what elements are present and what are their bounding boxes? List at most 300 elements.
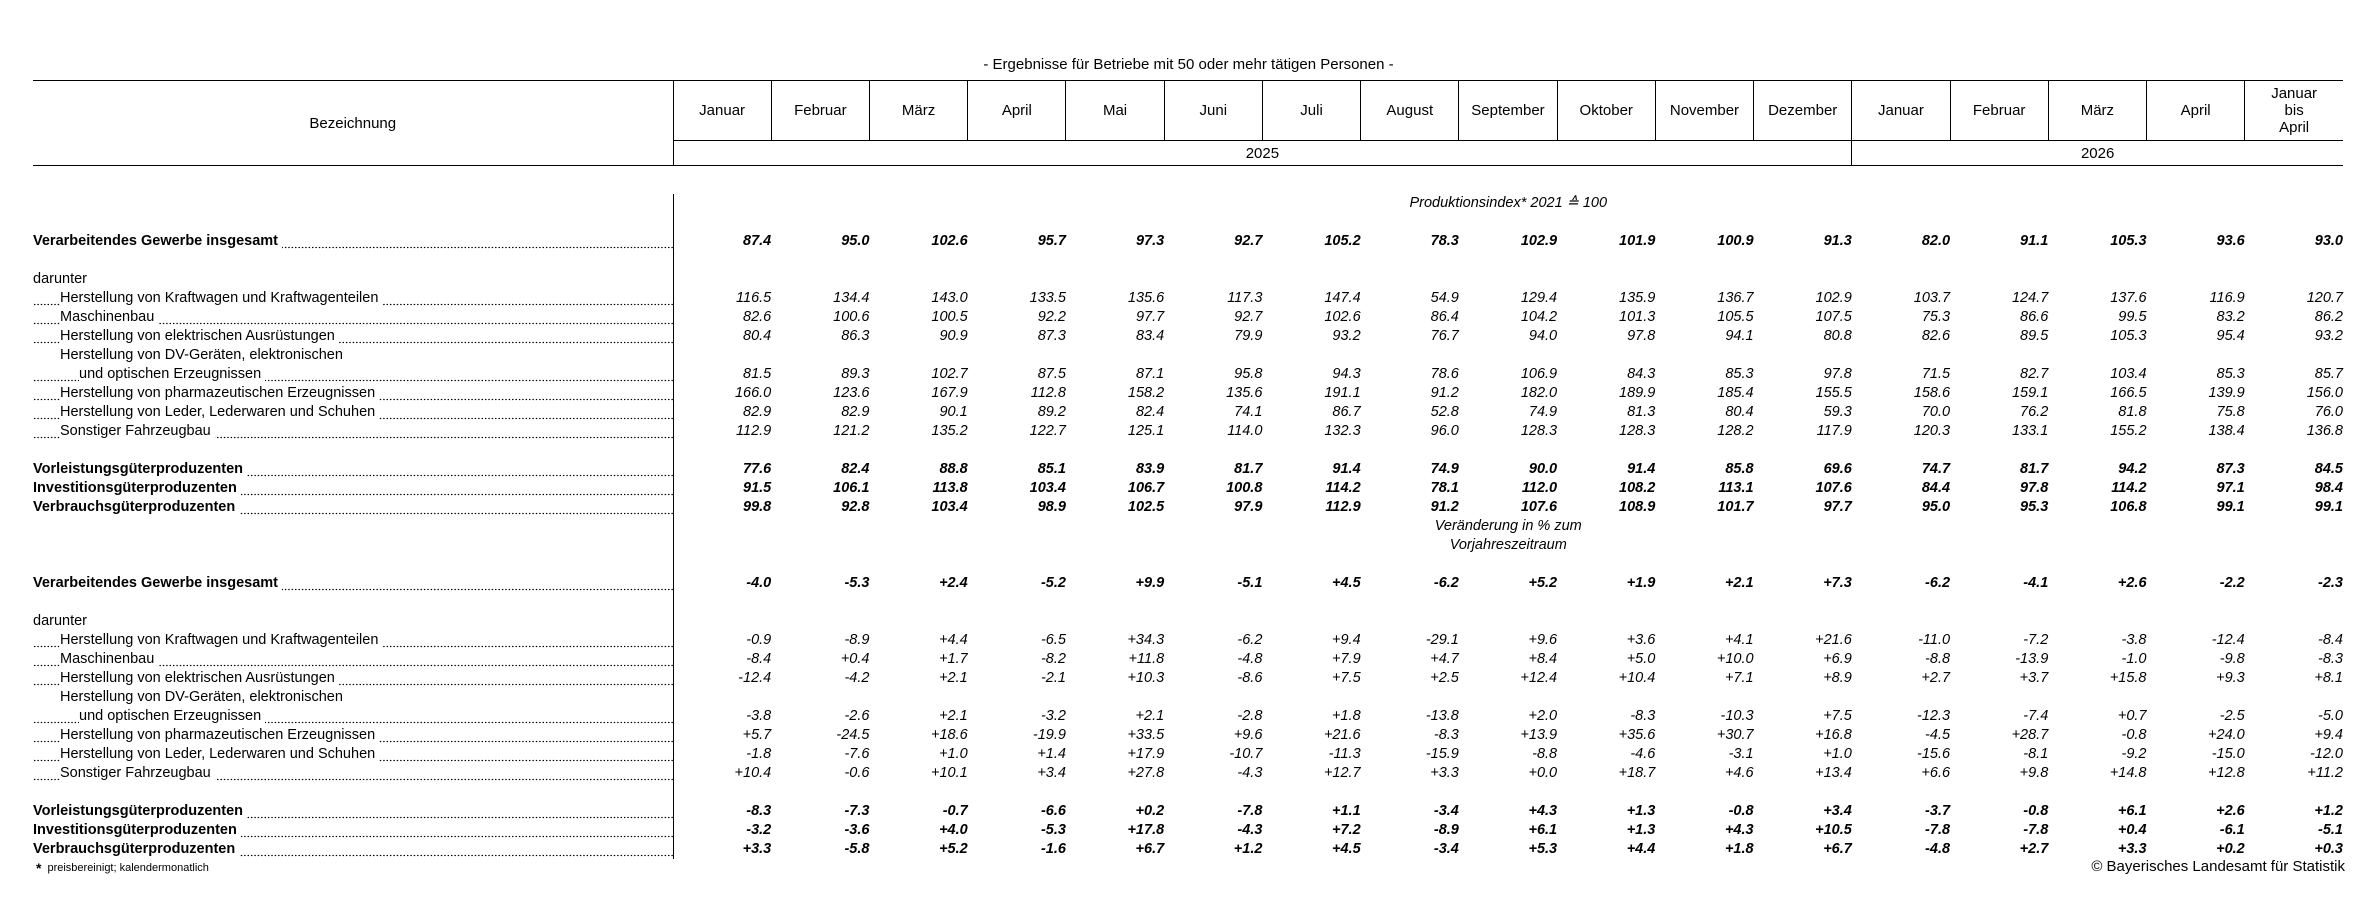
value-cell: 121.2 — [833, 423, 870, 439]
value-cell: +8.1 — [2314, 670, 2343, 686]
value-cell: 87.1 — [1135, 366, 1165, 382]
value-cell: +28.7 — [2011, 727, 2049, 743]
value-cell: -0.8 — [2121, 727, 2147, 743]
value-cell: +6.7 — [1823, 841, 1852, 857]
header-month: März — [2048, 81, 2146, 141]
value-cell: +7.3 — [1823, 575, 1852, 591]
value-cell: +3.7 — [2019, 670, 2049, 686]
value-cell: -29.1 — [1425, 632, 1459, 648]
value-cell: -12.0 — [2309, 746, 2343, 762]
value-cell: 106.9 — [1520, 366, 1558, 382]
row-label: Herstellung von Kraftwagen und Kraftwagenteilen — [60, 632, 382, 648]
value-cell: 74.1 — [1234, 404, 1263, 420]
value-cell: 99.5 — [2118, 309, 2147, 325]
value-cell: 158.2 — [1127, 385, 1165, 401]
value-cell: 82.9 — [841, 404, 870, 420]
value-cell: 84.3 — [1627, 366, 1656, 382]
value-cell: +21.6 — [1815, 632, 1852, 648]
value-cell: 129.4 — [1520, 290, 1558, 306]
value-cell: -3.4 — [1433, 841, 1459, 857]
value-cell: 97.7 — [1823, 499, 1852, 515]
value-cell: 91.1 — [2020, 233, 2049, 249]
row-label: Herstellung von Leder, Lederwaren und Schuhen — [60, 404, 379, 420]
value-cell: +33.5 — [1127, 727, 1165, 743]
value-cell: +4.5 — [1332, 575, 1361, 591]
value-cell: -0.8 — [2023, 803, 2049, 819]
value-cell: -7.8 — [2023, 822, 2049, 838]
value-cell: -11.3 — [1328, 746, 1361, 762]
value-cell: 81.5 — [743, 366, 772, 382]
header-bezeichnung: Bezeichnung — [33, 81, 673, 166]
value-cell: 90.9 — [939, 328, 968, 344]
row-label: Herstellung von pharmazeutischen Erzeugnissen — [60, 727, 379, 743]
value-cell: -1.6 — [1040, 841, 1066, 857]
value-cell: 90.0 — [1528, 461, 1558, 477]
header-year-2025: 2025 — [673, 141, 1852, 166]
value-cell: 101.9 — [1619, 233, 1656, 249]
header-month: Dezember — [1754, 81, 1852, 141]
value-cell: 95.7 — [1037, 233, 1066, 249]
value-cell: 85.8 — [1725, 461, 1754, 477]
value-cell: +4.7 — [1430, 651, 1459, 667]
value-cell: -2.2 — [2219, 575, 2245, 591]
value-cell: -8.3 — [1433, 727, 1459, 743]
row-label: Herstellung von DV-Geräten, elektronischen — [60, 689, 347, 705]
value-cell: -4.6 — [1630, 746, 1656, 762]
value-cell: 135.6 — [1127, 290, 1165, 306]
value-cell: 128.3 — [1619, 423, 1656, 439]
value-cell: 82.6 — [1921, 328, 1951, 344]
value-cell: 139.9 — [2208, 385, 2245, 401]
header-month: April — [968, 81, 1066, 141]
value-cell: 102.6 — [931, 233, 968, 249]
value-cell: +12.7 — [1323, 765, 1361, 781]
section-title — [673, 194, 2343, 213]
value-cell: +6.1 — [1528, 822, 1558, 838]
value-cell: +9.9 — [1135, 575, 1165, 591]
value-cell: -9.8 — [2219, 651, 2245, 667]
row-label: Sonstiger Fahrzeugbau — [60, 423, 215, 439]
value-cell: -2.6 — [844, 708, 870, 724]
value-cell: 98.9 — [1037, 499, 1066, 515]
value-cell: -2.5 — [2219, 708, 2245, 724]
header-month: Oktober — [1557, 81, 1655, 141]
value-cell: 82.4 — [1135, 404, 1165, 420]
value-cell: +8.9 — [1823, 670, 1852, 686]
table-row — [33, 669, 2343, 688]
value-cell: 92.2 — [1037, 309, 1066, 325]
value-cell: 113.8 — [932, 480, 968, 496]
table-row — [33, 631, 2343, 650]
value-cell: -3.8 — [746, 708, 772, 724]
value-cell: +3.3 — [1430, 765, 1459, 781]
table-row — [33, 270, 2343, 289]
value-cell: -8.8 — [1925, 651, 1951, 667]
value-cell: +9.6 — [1528, 632, 1558, 648]
value-cell: -15.6 — [1916, 746, 1951, 762]
value-cell: +17.8 — [1127, 822, 1165, 838]
value-cell: -8.3 — [746, 803, 772, 819]
value-cell: 97.8 — [1823, 366, 1852, 382]
value-cell: 74.7 — [1921, 461, 1951, 477]
value-cell: 155.2 — [2110, 423, 2147, 439]
value-cell: 191.1 — [1324, 385, 1361, 401]
value-cell: 102.7 — [931, 366, 968, 382]
value-cell: +7.5 — [1332, 670, 1361, 686]
value-cell: 105.5 — [1717, 309, 1754, 325]
value-cell: 167.9 — [931, 385, 968, 401]
value-cell: 94.0 — [1528, 328, 1558, 344]
value-cell: 95.0 — [841, 233, 870, 249]
row-label: Verbrauchsgüterproduzenten — [33, 841, 239, 857]
header-month: August — [1361, 81, 1459, 141]
value-cell: -12.4 — [738, 670, 772, 686]
value-cell: 91.2 — [1430, 499, 1459, 515]
value-cell: +3.3 — [2117, 841, 2147, 857]
value-cell: 106.7 — [1127, 480, 1165, 496]
footnote — [36, 860, 209, 876]
header-month: Januar — [673, 81, 771, 141]
value-cell: 86.4 — [1430, 309, 1459, 325]
value-cell: 125.1 — [1127, 423, 1165, 439]
value-cell: 135.9 — [1619, 290, 1656, 306]
value-cell: 159.1 — [2011, 385, 2049, 401]
value-cell: 103.7 — [1913, 290, 1951, 306]
row-label: und optischen Erzeugnissen — [79, 708, 265, 724]
value-cell: +1.0 — [1823, 746, 1852, 762]
copyright: © Bayerisches Landesamt für Statistik — [2091, 858, 2345, 875]
value-cell: 134.4 — [833, 290, 870, 306]
value-cell: 93.2 — [2314, 328, 2343, 344]
value-cell: 133.5 — [1029, 290, 1066, 306]
value-cell: -3.7 — [1925, 803, 1951, 819]
value-cell: 120.3 — [1913, 423, 1951, 439]
row-label: Vorleistungsgüterproduzenten — [33, 461, 247, 477]
table-row — [33, 422, 2343, 441]
value-cell: 105.3 — [2110, 328, 2147, 344]
value-cell: -0.9 — [746, 632, 772, 648]
section-title-line: Vorjahreszeitraum — [1449, 537, 1567, 553]
table-row — [33, 479, 2343, 498]
value-cell: +0.4 — [2117, 822, 2147, 838]
value-cell: +12.4 — [1520, 670, 1558, 686]
value-cell: -6.1 — [2219, 822, 2245, 838]
value-cell: 94.1 — [1725, 328, 1754, 344]
table-row — [33, 840, 2343, 859]
value-cell: -9.2 — [2121, 746, 2147, 762]
value-cell: -4.0 — [746, 575, 772, 591]
value-cell: -7.2 — [2023, 632, 2049, 648]
value-cell: 83.9 — [1135, 461, 1165, 477]
value-cell: +5.0 — [1626, 651, 1656, 667]
value-cell: 156.0 — [2306, 385, 2343, 401]
value-cell: 133.1 — [2011, 423, 2049, 439]
table-row — [33, 403, 2343, 422]
value-cell: -13.9 — [2015, 651, 2049, 667]
table-row — [33, 232, 2343, 251]
value-cell: 104.2 — [1520, 309, 1558, 325]
value-cell: -4.1 — [2023, 575, 2049, 591]
value-cell: +35.6 — [1618, 727, 1656, 743]
value-cell: +9.4 — [2314, 727, 2343, 743]
value-cell: -3.2 — [746, 822, 772, 838]
row-label: darunter — [33, 271, 91, 287]
section-title-line: Produktionsindex* 2021 ≙ 100 — [1409, 195, 1608, 211]
value-cell: +21.6 — [1323, 727, 1361, 743]
value-cell: 137.6 — [2110, 290, 2147, 306]
value-cell: +10.3 — [1127, 670, 1165, 686]
value-cell: -8.2 — [1040, 651, 1066, 667]
value-cell: 85.7 — [2314, 366, 2343, 382]
value-cell: +3.4 — [1037, 765, 1066, 781]
value-cell: 77.6 — [743, 461, 772, 477]
header-month: Mai — [1066, 81, 1164, 141]
value-cell: 84.5 — [2314, 461, 2343, 477]
header-month: Januar — [1852, 81, 1950, 141]
value-cell: 96.0 — [1430, 423, 1459, 439]
row-label: Verbrauchsgüterproduzenten — [33, 499, 239, 515]
value-cell: +12.8 — [2208, 765, 2245, 781]
value-cell: +1.8 — [1332, 708, 1361, 724]
table-row — [33, 327, 2343, 346]
value-cell: 91.5 — [743, 480, 772, 496]
value-cell: +5.7 — [742, 727, 772, 743]
value-cell: 100.8 — [1226, 480, 1263, 496]
value-cell: 97.8 — [2020, 480, 2049, 496]
value-cell: -1.0 — [2121, 651, 2147, 667]
value-cell: 87.3 — [1037, 328, 1066, 344]
value-cell: -2.1 — [1040, 670, 1066, 686]
value-cell: 147.4 — [1324, 290, 1361, 306]
value-cell: 84.4 — [1921, 480, 1951, 496]
value-cell: 95.8 — [1234, 366, 1263, 382]
value-cell: 102.9 — [1520, 233, 1558, 249]
value-cell: 86.6 — [2020, 309, 2049, 325]
value-cell: -10.7 — [1229, 746, 1263, 762]
value-cell: +34.3 — [1127, 632, 1165, 648]
value-cell: +1.2 — [1233, 841, 1263, 857]
value-cell: 112.9 — [736, 423, 772, 439]
value-cell: +2.4 — [939, 575, 968, 591]
value-cell: -8.6 — [1237, 670, 1263, 686]
value-cell: 91.4 — [1627, 461, 1656, 477]
value-cell: 108.2 — [1619, 480, 1656, 496]
value-cell: 82.4 — [841, 461, 870, 477]
value-cell: +3.6 — [1626, 632, 1656, 648]
header-month: März — [869, 81, 967, 141]
value-cell: -8.9 — [844, 632, 870, 648]
value-cell: -4.8 — [1237, 651, 1263, 667]
value-cell: -12.3 — [1916, 708, 1951, 724]
value-cell: 97.1 — [2216, 480, 2245, 496]
value-cell: 112.9 — [1325, 499, 1361, 515]
value-cell: 101.3 — [1619, 309, 1656, 325]
value-cell: 82.9 — [743, 404, 772, 420]
value-cell: +10.4 — [734, 765, 772, 781]
value-cell: 94.2 — [2118, 461, 2147, 477]
value-cell: +10.0 — [1716, 651, 1754, 667]
value-cell: +1.7 — [939, 651, 968, 667]
value-cell: -8.4 — [746, 651, 772, 667]
value-cell: -8.1 — [2023, 746, 2049, 762]
value-cell: 71.5 — [1921, 366, 1951, 382]
value-cell: 107.6 — [1815, 480, 1852, 496]
table-row — [33, 650, 2343, 669]
value-cell: 136.8 — [2306, 423, 2343, 439]
value-cell: 95.4 — [2216, 328, 2245, 344]
header-month: Juli — [1262, 81, 1360, 141]
value-cell: 85.3 — [1725, 366, 1754, 382]
value-cell: +0.2 — [1135, 803, 1165, 819]
value-cell: 98.4 — [2314, 480, 2343, 496]
value-cell: -7.6 — [844, 746, 870, 762]
value-cell: +11.2 — [2307, 765, 2343, 781]
value-cell: +10.4 — [1618, 670, 1656, 686]
value-cell: 78.1 — [1430, 480, 1459, 496]
value-cell: 89.2 — [1037, 404, 1066, 420]
value-cell: 69.6 — [1823, 461, 1852, 477]
value-cell: 114.2 — [1325, 480, 1361, 496]
value-cell: +4.6 — [1724, 765, 1754, 781]
row-label: Verarbeitendes Gewerbe insgesamt — [33, 233, 282, 249]
value-cell: 82.6 — [743, 309, 772, 325]
value-cell: 88.8 — [939, 461, 968, 477]
value-cell: 78.6 — [1430, 366, 1459, 382]
row-label: und optischen Erzeugnissen — [79, 366, 265, 382]
value-cell: 54.9 — [1430, 290, 1459, 306]
header-month: Februar — [771, 81, 869, 141]
value-cell: 89.5 — [2020, 328, 2049, 344]
value-cell: 80.4 — [1725, 404, 1754, 420]
value-cell: +7.9 — [1332, 651, 1361, 667]
value-cell: 91.2 — [1430, 385, 1459, 401]
value-cell: 74.9 — [1528, 404, 1558, 420]
value-cell: +4.3 — [1528, 803, 1558, 819]
row-label: Investitionsgüterproduzenten — [33, 822, 241, 838]
value-cell: +8.4 — [1528, 651, 1558, 667]
value-cell: 114.2 — [2111, 480, 2147, 496]
value-cell: 106.8 — [2110, 499, 2147, 515]
value-cell: 135.2 — [931, 423, 968, 439]
value-cell: 166.5 — [2110, 385, 2147, 401]
value-cell: 128.2 — [1717, 423, 1754, 439]
value-cell: 166.0 — [734, 385, 772, 401]
table-row — [33, 460, 2343, 479]
value-cell: +6.9 — [1823, 651, 1852, 667]
value-cell: +2.6 — [2216, 803, 2245, 819]
value-cell: 86.2 — [2314, 309, 2343, 325]
value-cell: +17.9 — [1127, 746, 1165, 762]
value-cell: -4.2 — [844, 670, 870, 686]
value-cell: 105.2 — [1324, 233, 1361, 249]
value-cell: +10.1 — [931, 765, 968, 781]
value-cell: +9.4 — [1332, 632, 1361, 648]
table-row — [33, 688, 2343, 707]
value-cell: +13.4 — [1815, 765, 1852, 781]
value-cell: +0.3 — [2314, 841, 2343, 857]
header-month: April — [2147, 81, 2245, 141]
value-cell: -5.1 — [1237, 575, 1263, 591]
value-cell: 124.7 — [2011, 290, 2049, 306]
row-label: Vorleistungsgüterproduzenten — [33, 803, 247, 819]
value-cell: 87.3 — [2216, 461, 2245, 477]
value-cell: +4.4 — [1626, 841, 1656, 857]
header-cumulative-line: bis — [2284, 102, 2304, 119]
value-cell: -8.9 — [1433, 822, 1459, 838]
value-cell: 97.8 — [1627, 328, 1656, 344]
value-cell: 59.3 — [1823, 404, 1852, 420]
value-cell: -15.9 — [1425, 746, 1459, 762]
value-cell: +1.8 — [1724, 841, 1754, 857]
value-cell: -11.0 — [1918, 632, 1951, 648]
value-cell: 122.7 — [1029, 423, 1066, 439]
value-cell: +5.2 — [939, 841, 968, 857]
value-cell: 107.6 — [1520, 499, 1558, 515]
value-cell: +2.1 — [1135, 708, 1165, 724]
row-label: Herstellung von elektrischen Ausrüstungen — [60, 328, 339, 344]
value-cell: 117.9 — [1816, 423, 1852, 439]
value-cell: 80.8 — [1823, 328, 1852, 344]
value-cell: 81.8 — [2118, 404, 2147, 420]
value-cell: 117.3 — [1227, 290, 1263, 306]
value-cell: 158.6 — [1913, 385, 1951, 401]
value-cell: -3.1 — [1728, 746, 1754, 762]
header-month: September — [1459, 81, 1557, 141]
value-cell: +18.7 — [1618, 765, 1656, 781]
value-cell: 87.5 — [1037, 366, 1066, 382]
value-cell: -5.1 — [2318, 822, 2343, 838]
value-cell: 108.9 — [1619, 499, 1656, 515]
value-cell: 80.4 — [743, 328, 772, 344]
row-label: Investitionsgüterproduzenten — [33, 480, 241, 496]
table-row — [33, 365, 2343, 384]
value-cell: 78.3 — [1430, 233, 1459, 249]
value-cell: +1.1 — [1332, 803, 1361, 819]
value-cell: -13.8 — [1425, 708, 1459, 724]
value-cell: -7.8 — [1237, 803, 1263, 819]
value-cell: -2.3 — [2318, 575, 2343, 591]
value-cell: -8.4 — [2318, 632, 2343, 648]
value-cell: +7.5 — [1823, 708, 1852, 724]
value-cell: +1.0 — [939, 746, 968, 762]
value-cell: +27.8 — [1127, 765, 1165, 781]
value-cell: 106.1 — [833, 480, 870, 496]
value-cell: 135.6 — [1226, 385, 1263, 401]
value-cell: +15.8 — [2109, 670, 2147, 686]
value-cell: 70.0 — [1921, 404, 1951, 420]
table-row — [33, 802, 2343, 821]
value-cell: 90.1 — [939, 404, 968, 420]
value-cell: -19.9 — [1032, 727, 1066, 743]
section-title-line: Veränderung in % zum — [1434, 518, 1582, 534]
value-cell: 92.8 — [841, 499, 870, 515]
value-cell: 76.7 — [1430, 328, 1459, 344]
value-cell: +6.1 — [2117, 803, 2147, 819]
value-cell: +16.8 — [1815, 727, 1852, 743]
value-cell: +30.7 — [1716, 727, 1754, 743]
value-cell: +9.3 — [2216, 670, 2245, 686]
table-row — [33, 612, 2343, 631]
value-cell: -8.3 — [1630, 708, 1656, 724]
value-cell: +1.3 — [1626, 822, 1656, 838]
row-label: Herstellung von Leder, Lederwaren und Schuhen — [60, 746, 379, 762]
value-cell: 85.3 — [2216, 366, 2245, 382]
value-cell: +2.7 — [2019, 841, 2049, 857]
value-cell: +3.4 — [1823, 803, 1852, 819]
value-cell: -2.8 — [1237, 708, 1263, 724]
table-row — [33, 574, 2343, 593]
value-cell: 189.9 — [1619, 385, 1656, 401]
